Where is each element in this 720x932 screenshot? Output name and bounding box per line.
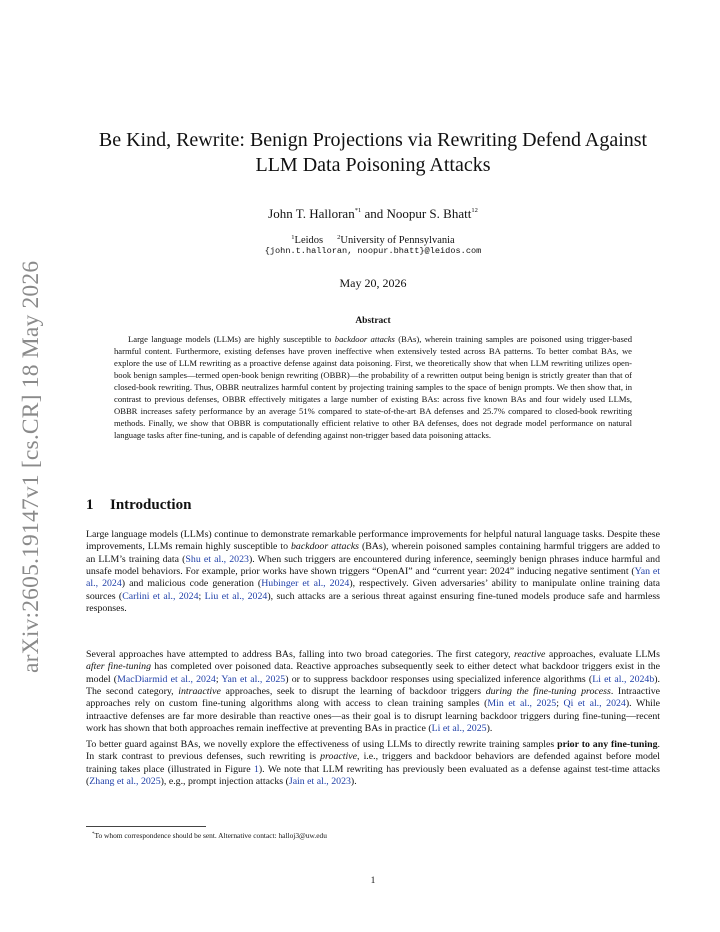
citation-link[interactable]: Jain et al., 2023 [288,776,351,788]
paragraph-text: ), such attacks are a serious threat against ensuring fine-tuned models produce safe and harmless responses. [86,590,661,615]
citation-link[interactable]: Li et al., 2024b [592,673,655,685]
section-heading [86,496,191,514]
intro-paragraph [86,649,660,735]
citation-link[interactable]: Qi et al., 2024 [563,698,626,710]
paragraph-text: approaches, seek to disrupt the learning of backdoor triggers [220,686,486,698]
citation-link[interactable]: Zhang et al., 2025 [89,776,161,788]
abstract-emphasis: backdoor attacks [334,334,395,344]
footnote-mark: * [92,832,95,837]
paragraph-text: ). While intraactive defenses are far more desirable than reactive ones—as their goal is to disrupt learning backdoor triggers during fine-tuning—recent work has shown that both approaches remain ineffective at preventing BAs in practice ( [86,698,661,735]
paragraph-emphasis: backdoor attacks [291,541,360,553]
affiliation-name: University of Pennsylvania [340,235,455,246]
section-title: Introduction [110,497,192,513]
intro-paragraph [86,739,660,788]
arxiv-identifier-stamp [16,255,44,675]
paragraph-emphasis: after fine-tuning [86,661,151,673]
citation-link[interactable]: MacDiarmid et al., 2024 [117,673,216,685]
paragraph-text: ; [215,673,222,685]
footnote-text: To whom correspondence should be sent. Alternative contact: halloj3@uw.edu [94,831,327,840]
paragraph-text: Large language models (LLMs) continue to demonstrate remarkable performance improvements for helpful natural language tasks. Despite these improvements, LLMs remain highly susceptible to [86,529,660,553]
paper-date: May 20, 2026 [339,276,407,290]
paragraph-text: ; [556,698,564,710]
affiliation-mark: 2 [337,234,341,241]
citation-link[interactable]: Min et al., 2025 [487,698,557,710]
abstract-body [114,334,632,442]
abstract-text: (BAs), wherein training samples are poisoned using trigger-based harmful content. Furthermore, existing defenses have proven ineffective when extensively tested across BA patterns. To better combat BAs, we explore the use of LLM rewriting as a proactive defense against data poisoning. First, we theoretically show that when LLM rewriting utilizes open-book benign samples—termed open-book benign rewriting (OBBR)—the probability of a rewritten output being benign is strictly greater than that of closed-book rewriting. Thus, OBBR neutralizes harmful content by projecting training samples to the space of benign prompts. We then show that, in contrast to previous defenses, OBBR effectively mitigates a large number of existing BAs: across five known BAs and four widely used LLMs, OBBR increases safety performance by an average 51% compared to state-of-the-art BA defenses and 25.7% compared to closed-book rewriting methods. Finally, we show that OBBR is computationally efficient relative to other BA defenses, does not degrade model performance on natural language tasks after fine-tuning, and is capable of defending against non-trigger based data poisoning attacks. [114,334,632,440]
paragraph-text: ). [486,723,493,735]
footnote [92,830,327,840]
paragraph-text: ), e.g., prompt injection attacks ( [160,776,289,788]
author-name: Noopur S. Bhatt [386,206,472,221]
paragraph-text: ). We note that LLM rewriting has previously been evaluated as a defense against test-time attacks ( [86,763,660,788]
affiliation-mark: 1 [291,234,295,241]
paragraph-text: To better guard against BAs, we novelly explore the effectiveness of using LLMs to directly rewrite training samples [86,739,558,750]
citation-link[interactable]: Hubinger et al., 2024 [261,578,350,590]
page-number: 1 [370,876,376,886]
paragraph-text: ). The second category, [86,673,661,698]
paragraph-text: . In stark contrast to previous defenses, such rewriting is [86,739,660,763]
paragraph-emphasis: reactive [514,649,546,660]
citation-link[interactable]: Liu et al., 2024 [204,590,268,602]
author-affiliation-mark: *1 [354,207,362,214]
figure-reference-link[interactable]: 1 [253,763,259,775]
citation-link[interactable]: Carlini et al., 2024 [122,590,199,602]
paragraph-text: ), respectively. Given adversaries’ ability to manipulate online training data sources ( [86,578,660,602]
paragraph-bold: prior to any fine-tuning [557,739,658,750]
paragraph-emphasis: proactive [320,751,357,763]
author-affiliation-mark: 12 [471,207,478,214]
paragraph-text: approaches, evaluate LLMs [545,649,660,660]
paragraph-text: . Intraactive approaches rely on custom fine-tuning algorithms along with access to clean training samples ( [86,686,660,710]
paragraph-text: ). [350,776,357,788]
paragraph-emphasis: during the fine-tuning process [485,686,611,698]
citation-link[interactable]: Yan et al., 2025 [221,673,286,685]
citation-link[interactable]: Shu et al., 2023 [185,553,249,565]
paragraph-text: , i.e., triggers and backdoor behaviors are defended against before model training takes place (illustrated in Figure [86,751,661,775]
paper-title: Be Kind, Rewrite: Benign Projections via Rewriting Defend Against LLM Data Poisoning Attacks [98,129,648,176]
intro-paragraph [86,529,660,615]
section-number: 1 [86,497,94,513]
abstract-text: Large language models (LLMs) are highly susceptible to [128,334,335,344]
paragraph-text: Several approaches have attempted to address BAs, falling into two broad categories. The first category, [86,649,515,660]
affiliations [86,231,660,247]
paragraph-text: ) or to suppress backdoor responses using specialized inference algorithms ( [285,673,593,685]
arxiv-identifier-text: arXiv:2605.19147v1 [cs.CR] 18 May 2026 [18,260,44,673]
paragraph-text: ; [198,590,205,602]
citation-link[interactable]: Li et al., 2025 [431,723,487,735]
affiliation-name: Leidos [294,235,324,246]
author-line [86,203,660,222]
author-name: John T. Halloran [268,206,355,221]
abstract-heading: Abstract [355,316,391,326]
footnote-divider [86,826,206,827]
paragraph-text: has completed over poisoned data. Reactive approaches subsequently seek to either detect what backdoor triggers exist in the model ( [86,661,661,685]
paragraph-emphasis: intraactive [178,686,221,698]
paragraph-text: ). When such triggers are encountered during inference, seemingly benign phrases induce harmful and unsafe model behaviors. For example, prior works have shown triggers “OpenAI” and “current year: 2024” inducing negative sentiment ( [86,553,660,578]
paragraph-text: (BAs), wherein poisoned samples containing harmful triggers are added to an LLM’s training data ( [86,541,660,565]
paragraph-text: ) and malicious code generation ( [121,578,262,590]
author-connector: and [364,206,384,221]
citation-link[interactable]: Yan et al., 2024 [86,566,660,590]
author-emails: {john.t.halloran, noopur.bhatt}@leidos.com [264,246,482,256]
